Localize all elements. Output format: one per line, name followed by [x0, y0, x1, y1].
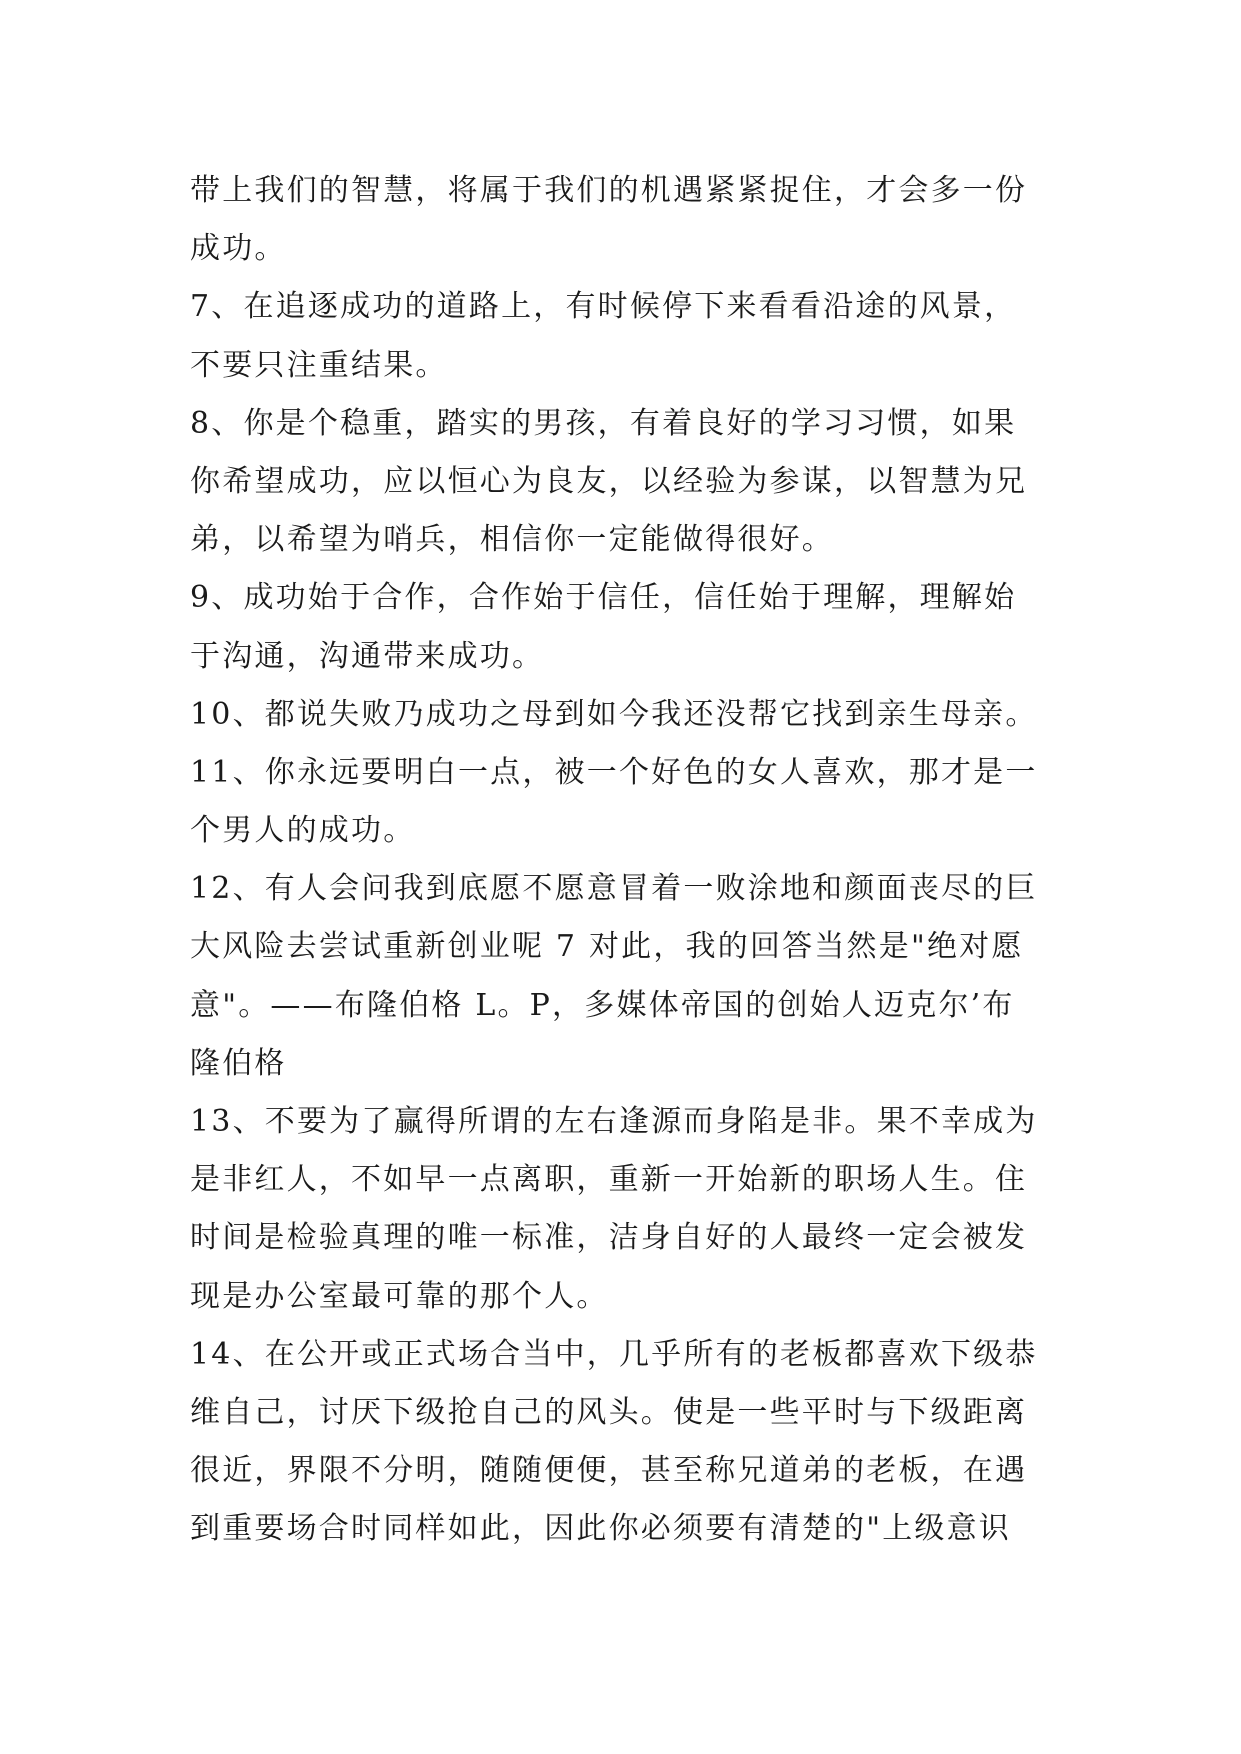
text-line: 个男人的成功。 [190, 813, 416, 849]
text-line: 10、都说失败乃成功之母到如今我还没帮它找到亲生母亲。 [190, 696, 1038, 732]
text-line: 不要只注重结果。 [190, 347, 448, 383]
text-line: 成功。 [190, 231, 287, 267]
text-line: 是非红人，不如早一点离职，重新一开始新的职场人生。住 [190, 1162, 1028, 1198]
text-line: 14、在公开或正式场合当中，几乎所有的老板都喜欢下级恭 [190, 1336, 1038, 1372]
text-line: 12、有人会问我到底愿不愿意冒着一败涂地和颜面丧尽的巨 [190, 871, 1038, 907]
document-body [190, 162, 1070, 1559]
text-line: 隆伯格 [190, 1045, 287, 1081]
text-line: 现是办公室最可靠的那个人。 [190, 1278, 609, 1314]
text-line: 大风险去尝试重新创业呢 7 对此，我的回答当然是"绝对愿 [190, 929, 1024, 965]
text-line: 于沟通，沟通带来成功。 [190, 638, 545, 674]
text-line: 9、成功始于合作，合作始于信任，信任始于理解，理解始 [190, 580, 1017, 616]
text-line: 13、不要为了赢得所谓的左右逢源而身陷是非。果不幸成为 [190, 1104, 1038, 1139]
text-line: 意"。——布隆伯格 L。P，多媒体帝国的创始人迈克尔’布 [190, 987, 1015, 1023]
text-line: 带上我们的智慧，将属于我们的机遇紧紧捉住，才会多一份 [190, 173, 1028, 208]
text-line: 8、你是个稳重，踏实的男孩，有着良好的学习习惯，如果 [190, 405, 1017, 441]
text-line: 到重要场合时同样如此，因此你必须要有清楚的"上级意识 [190, 1511, 1011, 1547]
text-line: 很近，界限不分明，随随便便，甚至称兄道弟的老板，在遇 [190, 1453, 1028, 1489]
text-line: 维自己，讨厌下级抢自己的风头。使是一些平时与下级距离 [190, 1394, 1028, 1430]
text-line: 7、在追逐成功的道路上，有时候停下来看看沿途的风景， [190, 289, 1017, 325]
text-line: 弟，以希望为哨兵，相信你一定能做得很好。 [190, 522, 834, 558]
text-line: 你希望成功，应以恒心为良友，以经验为参谋，以智慧为兄 [190, 463, 1028, 499]
text-line: 时间是检验真理的唯一标准，洁身自好的人最终一定会被发 [190, 1220, 1028, 1256]
text-line: 11、你永远要明白一点，被一个好色的女人喜欢，那才是一 [190, 754, 1038, 790]
